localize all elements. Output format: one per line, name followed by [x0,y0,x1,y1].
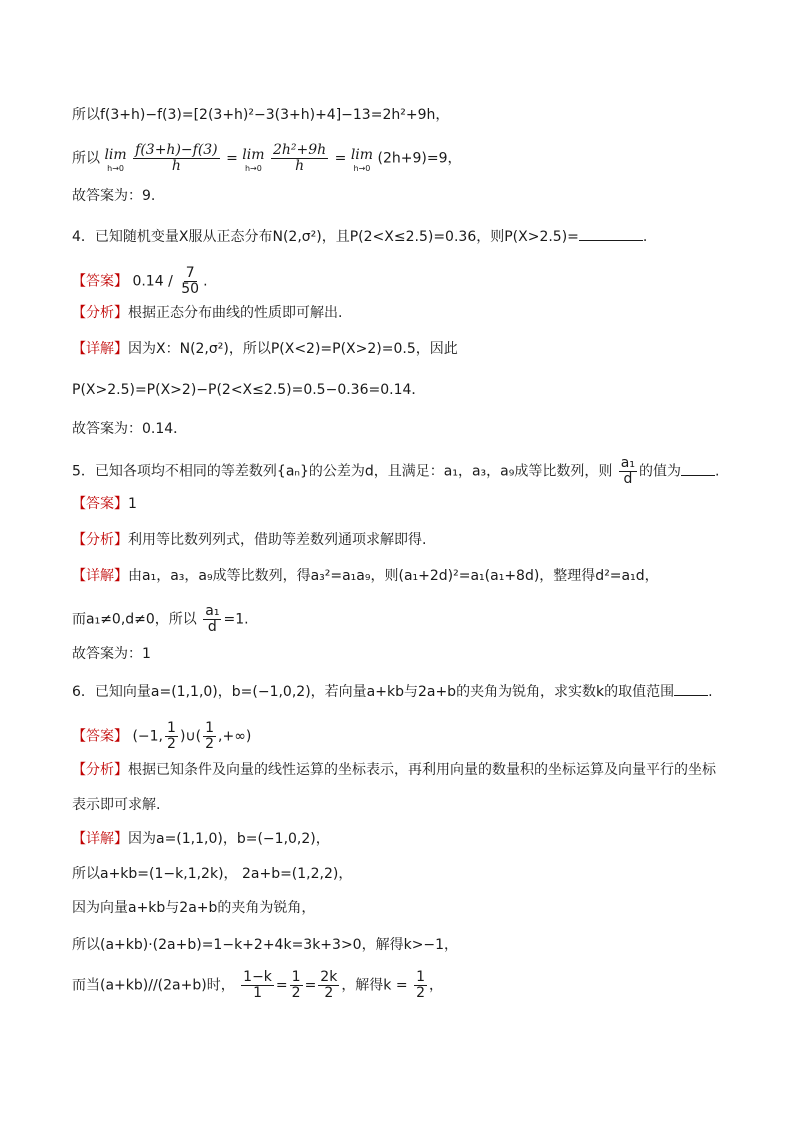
detail-5: 【详解】由a₁，a₃，a₉成等比数列，得a₃²=a₁a₉，则(a₁+2d)²=a₁(a₁+8d)，整理得d²=a₁d， [72,568,659,584]
answer-blank [674,681,708,696]
fraction-4: $\frac{1}{2}$ [416,969,425,1001]
answer-line-9: 故答案为：9. [72,188,156,204]
detail-6-line-4: 所以(a+kb)·(2a+b)=1−k+2+4k=3k+3>0，解得k>−1， [72,937,459,953]
limit-expression-2: lim h→0 [242,146,265,173]
detail-5-line-2: 而a₁≠0,d≠0，所以 $\frac{\text{a₁}}{d}$ =1. [72,603,249,635]
fraction: $\frac{f(3+h)-f(3)}{h}$ [135,142,218,174]
fraction-3: $\frac{2k}{2}$ [320,969,338,1001]
question-5: 5．已知各项均不相同的等差数列{aₙ}的公差为d，且满足：a₁，a₃，a₉成等比数列，则 $\frac{\text{a₁}}{d}$ 的值为 . [72,455,720,487]
fraction-2: $\frac{\text{2h²+9h}}{h}$ [272,142,327,174]
question-4: 4．已知随机变量X服从正态分布N(2,σ²)，且P(2<X≤2.5)=0.36，则P(X>2.5)= . [72,226,647,247]
detail-6-line-2: 所以a+kb=(1−k,1,2k)， 2a+b=(1,2,2)， [72,866,353,882]
fraction: $\frac{\text{a₁}}{d}$ [205,603,220,635]
fraction-2: $\frac{1}{2}$ [291,969,301,1001]
detail-4-line-3: 故答案为：0.14． [72,421,188,437]
fraction: $\frac{7}{50}$ [181,265,200,297]
solution-line-limit: 所以 lim h→0 $\frac{f(3+h)-f(3)}{h}$ = lim h→0 $\frac{\text{2h²+9h}}{h}$ = lim h→0 (2h+9)=9， [72,142,462,174]
analysis-6-line-2: 表示即可求解. [72,797,161,813]
fraction: $\frac{\text{a₁}}{d}$ [620,455,635,487]
answer-4: 【答案】 0.14 / $\frac{7}{50}$ . [72,265,208,297]
answer-blank [681,461,715,476]
detail-4-line-2: P(X>2.5)=P(X>2)−P(2<X≤2.5)=0.5−0.36=0.14． [72,382,426,398]
detail-6-line-5: 而当(a+kb)//(2a+b)时， $\frac{1-k}{1}$ = $\frac{1}{2}$ = $\frac{2k}{2}$ ，解得k = $\frac{1}{2}$ ， [72,969,443,1001]
solution-line-1: 所以f(3+h)−f(3)=[2(3+h)²−3(3+h)+4]−13=2h²+9h， [72,107,450,123]
analysis-4: 【分析】根据正态分布曲线的性质即可解出. [72,305,343,321]
detail-4: 【详解】因为X：N(2,σ²)，所以P(X<2)=P(X>2)=0.5，因此 [72,341,458,357]
answer-5: 【答案】1 [72,496,137,512]
detail-6-line-3: 因为向量a+kb与2a+b的夹角为锐角， [72,900,316,916]
answer-blank [579,226,643,241]
question-6: 6．已知向量a=(1,1,0)，b=(−1,0,2)，若向量a+kb与2a+b的夹角为锐角，求实数k的取值范围 . [72,681,713,702]
detail-5-line-3: 故答案为：1 [72,646,151,662]
fraction: $\frac{1-k}{1}$ [243,969,272,1001]
detail-6: 【详解】因为a=(1,1,0)，b=(−1,0,2)， [72,831,330,847]
fraction: $\frac{1}{2}$ [167,720,176,752]
limit-expression-3: lim h→0 [350,146,374,173]
analysis-5: 【分析】利用等比数列列式，借助等差数列通项求解即得. [72,532,427,548]
answer-6: 【答案】 (−1, $\frac{1}{2}$ )∪( $\frac{1}{2}$ ,+∞) [72,720,252,752]
fraction-2: $\frac{1}{2}$ [205,720,215,752]
limit-expression: lim h→0 [104,146,127,173]
analysis-6: 【分析】根据已知条件及向量的线性运算的坐标表示，再利用向量的数量积的坐标运算及向量平行的坐标 [72,762,716,778]
